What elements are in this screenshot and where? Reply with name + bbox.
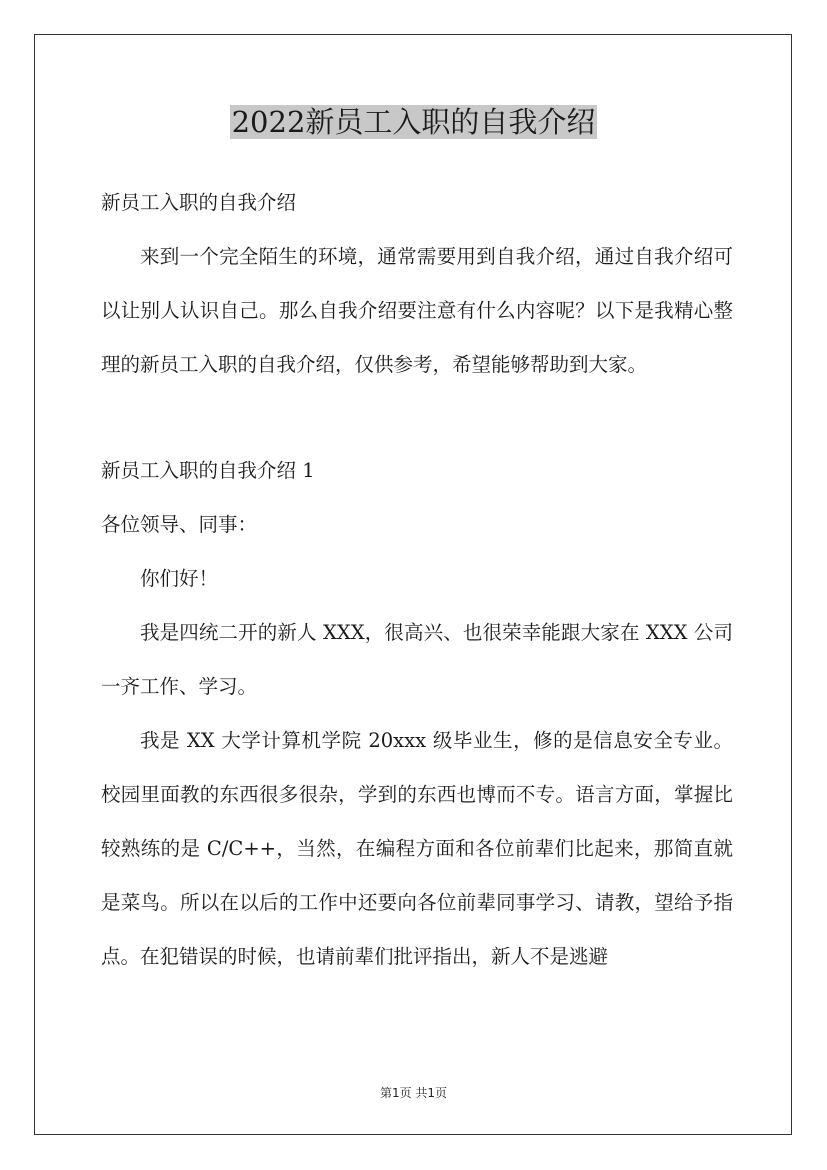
- greeting: 你们好！: [140, 567, 219, 590]
- paragraph-spacer: [101, 392, 733, 444]
- section-heading: 新员工入职的自我介绍 1: [101, 459, 315, 482]
- salutation: 各位领导、同事：: [101, 513, 258, 536]
- document-body: [101, 176, 733, 984]
- document-title-text: 2022新员工入职的自我介绍: [231, 105, 596, 139]
- body-paragraph-2: 我是 XX 大学计算机学院 20xxx 级毕业生，修的是信息安全专业。校园里面教的东西很多很杂，学到的东西也博而不专。语言方面，掌握比较熟练的是 C/C++，当然，在编程方面和各位前辈们比起来，那简直就是菜鸟。所以在以后的工作中还要向各位前辈同事学习、请教，望给予指点。在犯错误的时候，也请前辈们批评指出，新人不是逃避: [101, 729, 733, 968]
- body-paragraph-1: 我是四统二开的新人 XXX，很高兴、也很荣幸能跟大家在 XXX 公司一齐工作、学习。: [101, 621, 733, 698]
- document-title: [0, 102, 827, 142]
- page-number-footer: 第1页 共1页: [379, 1086, 448, 1100]
- document-subtitle: 新员工入职的自我介绍: [101, 191, 297, 214]
- intro-paragraph: 来到一个完全陌生的环境，通常需要用到自我介绍，通过自我介绍可以让别人认识自己。那么自我介绍要注意有什么内容呢？以下是我精心整理的新员工入职的自我介绍，仅供参考，希望能够帮助到大家。: [101, 245, 733, 376]
